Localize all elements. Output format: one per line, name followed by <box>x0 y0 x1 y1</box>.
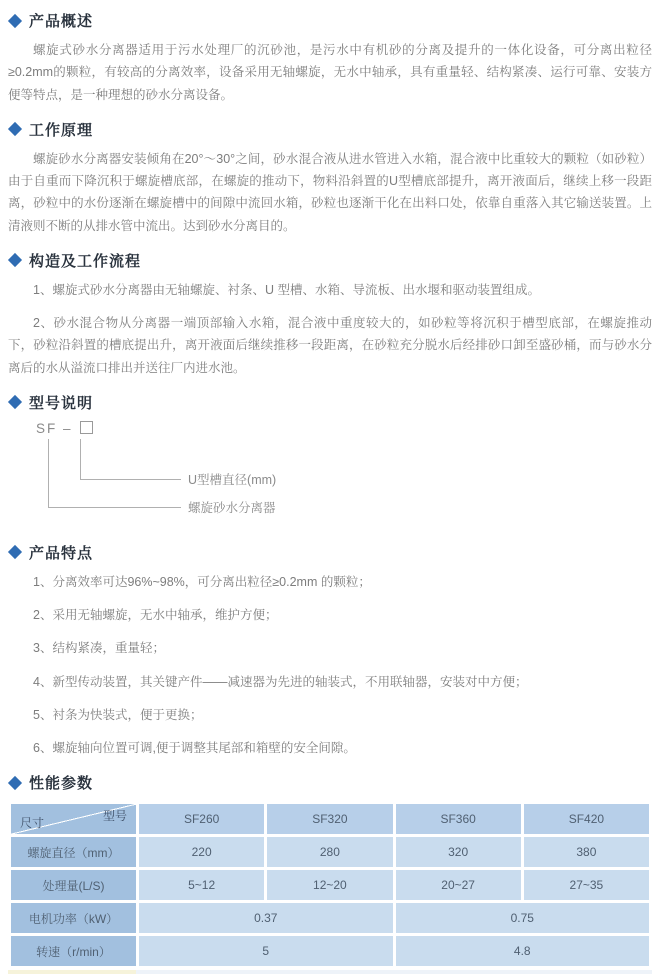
model-placeholder-box-icon <box>80 421 93 434</box>
section-overview-heading <box>8 10 652 31</box>
feature-item: 6、螺旋轴向位置可调,便于调整其尾部和箱壁的安全间隙。 <box>33 741 356 755</box>
structure-item-2: 2、砂水混合物从分离器一端顶部输入水箱，混合液中重度较大的，如砂粒等将沉积于槽型底部，在螺旋推动下，砂粒沿斜置的槽底提出升，离开液面后继续推移一段距离，在砂粒充分脱水后经排砂口卸至盛砂桶，而与砂水分离后的水从溢流口排出并送往厂内进水池。 <box>8 316 652 375</box>
row-label: 电机功率（kW） <box>11 903 136 933</box>
feature-item: 1、分离效率可达96%~98%，可分离出粒径≥0.2mm 的颗粒； <box>33 574 371 589</box>
column-header: SF420 <box>524 804 649 834</box>
feature-item: 2、采用无轴螺旋，无水中轴承，维护方便； <box>33 608 278 622</box>
diamond-bullet-icon <box>8 545 22 559</box>
column-header: SF320 <box>267 804 392 834</box>
section-title: 工作原理 <box>29 121 94 139</box>
corner-label-model: 型号 <box>102 809 127 824</box>
model-dash: – <box>63 420 73 436</box>
document-page <box>8 0 652 974</box>
cutoff-next-section-strip <box>8 970 652 974</box>
table-row <box>11 936 649 966</box>
section-features-heading <box>8 542 652 563</box>
principle-paragraph: 螺旋砂水分离器安装倾角在20°～30°之间，砂水混合液从进水管进入水箱，混合液中比重较大的颗粒（如砂粒）由于自重而下降沉积于螺旋槽底部，在螺旋的推动下，物料沿斜置的U型槽底部提升，离开液面后，继续上移一段距离，砂粒中的水份逐渐在螺旋槽中的间隙中流回水箱，砂粒也逐渐干化在出料口处，依靠自重落入其它输送装置。上清液则不断的从排水管中流出。达到砂水分离目的。 <box>8 151 652 233</box>
table-cell: 20~27 <box>396 870 521 900</box>
diamond-bullet-icon <box>8 395 22 409</box>
table-row <box>11 903 649 933</box>
table-row <box>11 837 649 867</box>
section-title: 型号说明 <box>29 394 94 412</box>
feature-item: 3、结构紧凑，重量轻； <box>33 641 165 656</box>
cutoff-strip-right <box>136 970 652 974</box>
table-cell-merged: 0.75 <box>396 903 650 933</box>
feature-item: 5、衬条为快装式，便于更换； <box>33 707 203 722</box>
table-cell: 320 <box>396 837 521 867</box>
section-performance-heading <box>8 772 652 793</box>
table-cell-merged: 0.37 <box>139 903 393 933</box>
model-designation-diagram <box>8 421 652 529</box>
section-model-heading <box>8 392 652 413</box>
model-prefix-label: 螺旋砂水分离器 <box>188 500 276 515</box>
row-label: 处理量(L/S) <box>11 870 136 900</box>
table-header-row <box>11 804 649 834</box>
row-label: 转速（r/min） <box>11 936 136 966</box>
row-label: 螺旋直径（mm） <box>11 837 136 867</box>
section-structure-heading <box>8 250 652 271</box>
feature-item: 4、新型传动装置，其关键产件——减速器为先进的轴装式，不用联轴器，安装对中方便； <box>33 674 528 689</box>
diamond-bullet-icon <box>8 122 22 136</box>
table-cell: 5~12 <box>139 870 264 900</box>
model-prefix: SF <box>36 420 58 436</box>
table-cell: 380 <box>524 837 649 867</box>
leader-line-prefix <box>48 439 181 508</box>
table-cell-merged: 4.8 <box>396 936 650 966</box>
column-header: SF360 <box>396 804 521 834</box>
corner-label-size: 尺寸 <box>20 816 45 831</box>
section-title: 构造及工作流程 <box>29 252 142 270</box>
table-row <box>11 870 649 900</box>
section-title: 产品特点 <box>29 544 94 562</box>
corner-cell <box>11 804 136 834</box>
model-box-label: U型槽直径(mm) <box>188 472 277 487</box>
cutoff-strip-left <box>8 970 136 974</box>
column-header: SF260 <box>139 804 264 834</box>
structure-item-1: 1、螺旋式砂水分离器由无轴螺旋、衬条、U 型槽、水箱、导流板、出水堰和驱动装置组成。 <box>33 282 540 297</box>
table-cell: 220 <box>139 837 264 867</box>
table-cell-merged: 5 <box>139 936 393 966</box>
section-title: 产品概述 <box>29 13 94 30</box>
overview-paragraph: 螺旋式砂水分离器适用于污水处理厂的沉砂池，是污水中有机砂的分离及提升的一体化设备，可分离出粒径≥0.2mm的颗粒，有较高的分离效率，设备采用无轴螺旋，无水中轴承，具有重量轻、结构紧凑、运行可靠、安装方便等特点，是一种理想的砂水分离设备。 <box>8 43 652 102</box>
diamond-bullet-icon <box>8 776 22 790</box>
table-cell: 27~35 <box>524 870 649 900</box>
model-code <box>36 421 93 436</box>
table-cell: 280 <box>267 837 392 867</box>
table-cell: 12~20 <box>267 870 392 900</box>
section-title: 性能参数 <box>29 775 94 793</box>
performance-table <box>8 801 652 969</box>
diamond-bullet-icon <box>8 13 22 27</box>
section-principle-heading <box>8 119 652 140</box>
diamond-bullet-icon <box>8 253 22 267</box>
